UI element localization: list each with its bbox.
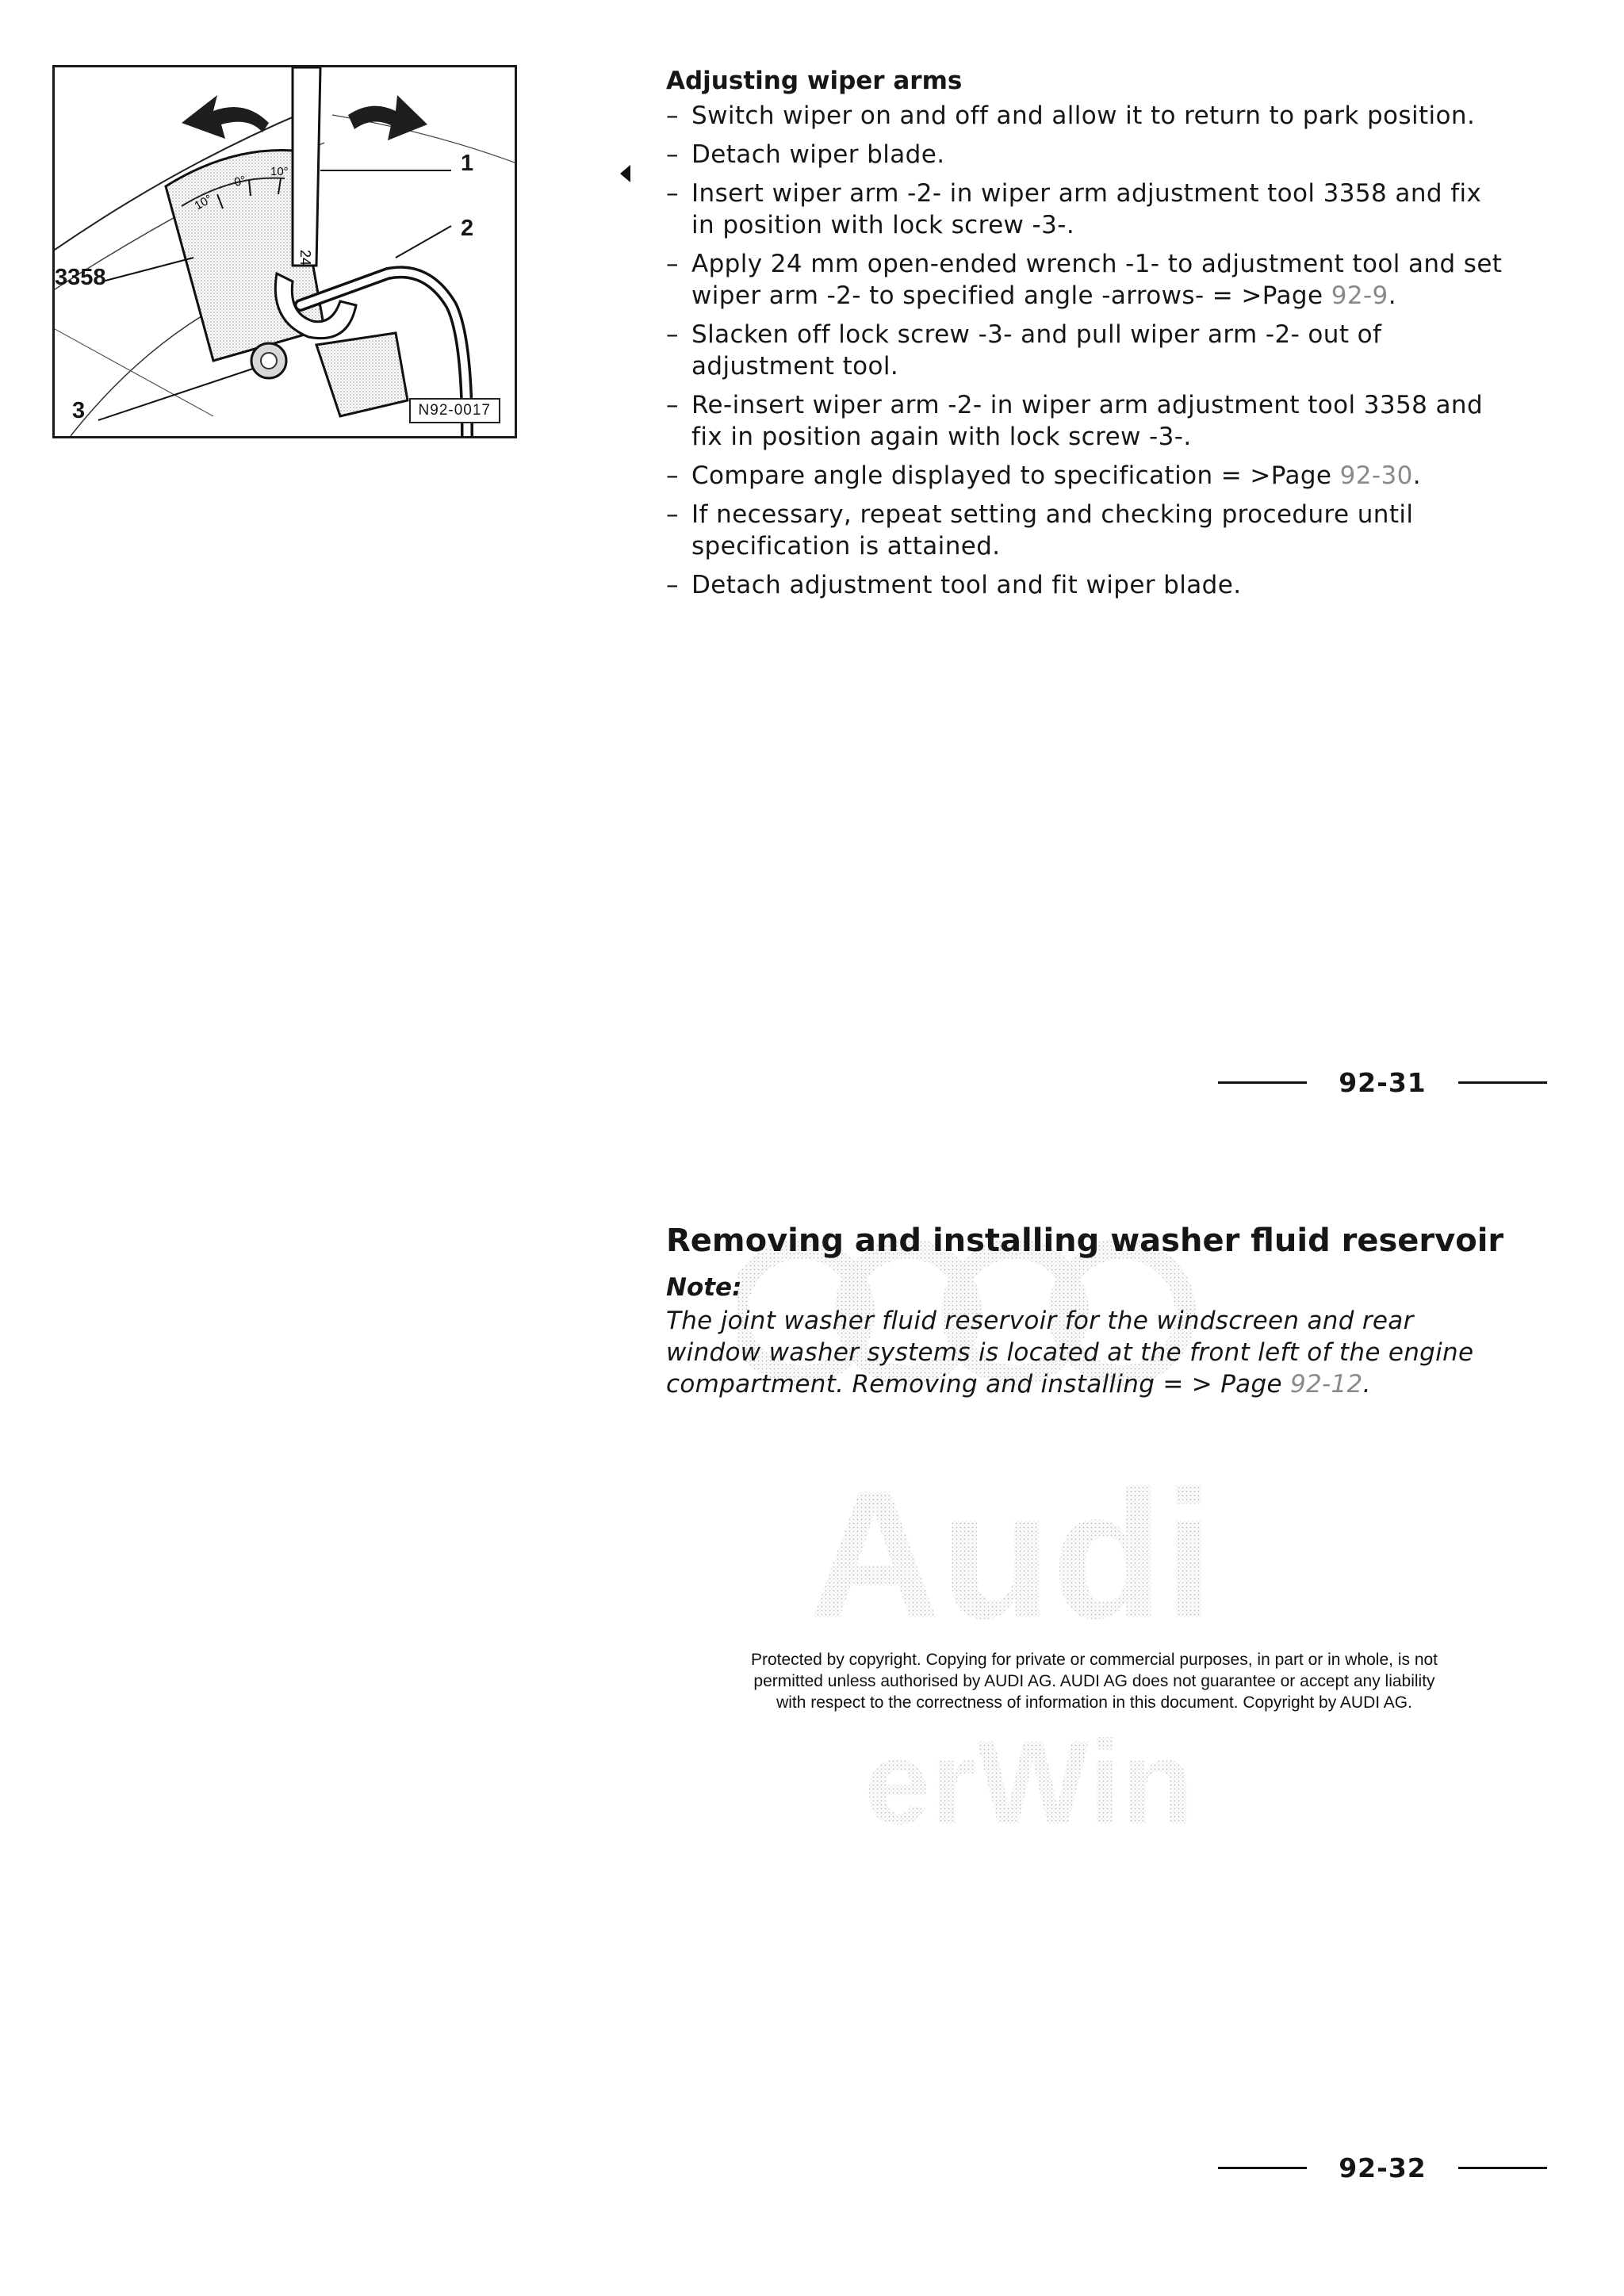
figure-code: N92-0017 bbox=[409, 398, 500, 423]
copyright-line: with respect to the correctness of information in this document. Copyright by AUDI AG. bbox=[776, 1693, 1412, 1712]
step-dash: – bbox=[666, 179, 679, 208]
note-label: Note: bbox=[666, 1273, 742, 1302]
page-reference-link[interactable]: 92-30 bbox=[1339, 461, 1413, 490]
step-dash: – bbox=[666, 461, 679, 490]
section-title: Removing and installing washer fluid reservoir bbox=[666, 1223, 1504, 1259]
step-text: Compare angle displayed to specification = >Page bbox=[691, 461, 1332, 490]
step-end: . bbox=[1412, 461, 1422, 490]
copyright-line: Protected by copyright. Copying for private or commercial purposes, in part or in whole, is not bbox=[750, 1651, 1438, 1669]
step-text: Slacken off lock screw -3- and pull wiper arm -2- out of adjustment tool. bbox=[691, 320, 1382, 381]
note-body: The joint washer fluid reservoir for the windscreen and rear window washer systems is located at the front left of the engine compartment. Removing and installing = > Page bbox=[666, 1307, 1474, 1399]
page-footer-1 bbox=[1218, 1066, 1547, 1098]
step-dash: – bbox=[666, 250, 679, 278]
step-text: Detach wiper blade. bbox=[691, 140, 945, 169]
watermark-brand-text: Audi bbox=[809, 1452, 1214, 1656]
step-text: Re-insert wiper arm -2- in wiper arm adjustment tool 3358 and fix in position again with lock screw -3-. bbox=[691, 391, 1484, 451]
scale-mark-right: 10° bbox=[270, 165, 289, 178]
copyright-notice bbox=[702, 1649, 1487, 1713]
page-number: 92-31 bbox=[1339, 1066, 1427, 1098]
step-dash: – bbox=[666, 140, 679, 169]
figure-pointer-arrow-icon bbox=[620, 165, 630, 182]
instruction-step bbox=[666, 178, 1503, 241]
note-page-reference-link[interactable]: 92-12 bbox=[1290, 1370, 1363, 1399]
instruction-step bbox=[666, 499, 1503, 562]
callout-2: 2 bbox=[461, 216, 474, 241]
instruction-step bbox=[666, 460, 1503, 492]
wrench-size-mark: 24 bbox=[297, 250, 313, 266]
step-text: Detach adjustment tool and fit wiper blade. bbox=[691, 571, 1242, 599]
section-washer-fluid-reservoir bbox=[666, 1221, 1503, 1400]
footer-rule-left bbox=[1218, 1081, 1307, 1084]
instruction-step bbox=[666, 248, 1503, 312]
instruction-step bbox=[666, 569, 1503, 601]
step-end: . bbox=[1388, 281, 1396, 310]
page-reference-link[interactable]: 92-9 bbox=[1331, 281, 1388, 310]
section-adjusting-wiper-arms bbox=[666, 65, 1503, 608]
footer-rule-right bbox=[1458, 1081, 1547, 1084]
section-title: Adjusting wiper arms bbox=[666, 67, 963, 95]
step-dash: – bbox=[666, 571, 679, 599]
instruction-step bbox=[666, 100, 1503, 132]
copyright-line: permitted unless authorised by AUDI AG. AUDI AG does not guarantee or accept any liability bbox=[753, 1672, 1435, 1690]
wiper-arm-adjustment-illustration bbox=[52, 65, 517, 438]
page-number: 92-32 bbox=[1339, 2152, 1427, 2183]
step-dash: – bbox=[666, 500, 679, 529]
step-text: Apply 24 mm open-ended wrench -1- to adjustment tool and set wiper arm -2- to specified angle -arrows- = >Page bbox=[691, 250, 1503, 310]
footer-rule-right bbox=[1458, 2167, 1547, 2169]
scale-mark-left: 10° bbox=[192, 192, 215, 213]
footer-rule-left bbox=[1218, 2167, 1307, 2169]
step-text: Insert wiper arm -2- in wiper arm adjustment tool 3358 and fix in position with lock screw -3-. bbox=[691, 179, 1482, 239]
step-list bbox=[666, 100, 1503, 601]
callout-3: 3 bbox=[72, 398, 86, 423]
illustration-drawing bbox=[55, 67, 515, 436]
instruction-step bbox=[666, 139, 1503, 170]
instruction-step bbox=[666, 389, 1503, 453]
instruction-step bbox=[666, 319, 1503, 382]
callout-3358: 3358 bbox=[55, 265, 106, 290]
note-end: . bbox=[1362, 1370, 1371, 1399]
scale-mark-center: 0° bbox=[232, 173, 247, 189]
step-dash: – bbox=[666, 101, 679, 130]
step-text: Switch wiper on and off and allow it to return to park position. bbox=[691, 101, 1476, 130]
step-dash: – bbox=[666, 320, 679, 349]
callout-1: 1 bbox=[461, 151, 474, 176]
step-dash: – bbox=[666, 391, 679, 419]
note-text bbox=[666, 1305, 1491, 1400]
page-footer-2 bbox=[1218, 2152, 1547, 2183]
step-text: If necessary, repeat setting and checking procedure until specification is attained. bbox=[691, 500, 1414, 561]
watermark-system-text: erWin bbox=[864, 1716, 1194, 1849]
